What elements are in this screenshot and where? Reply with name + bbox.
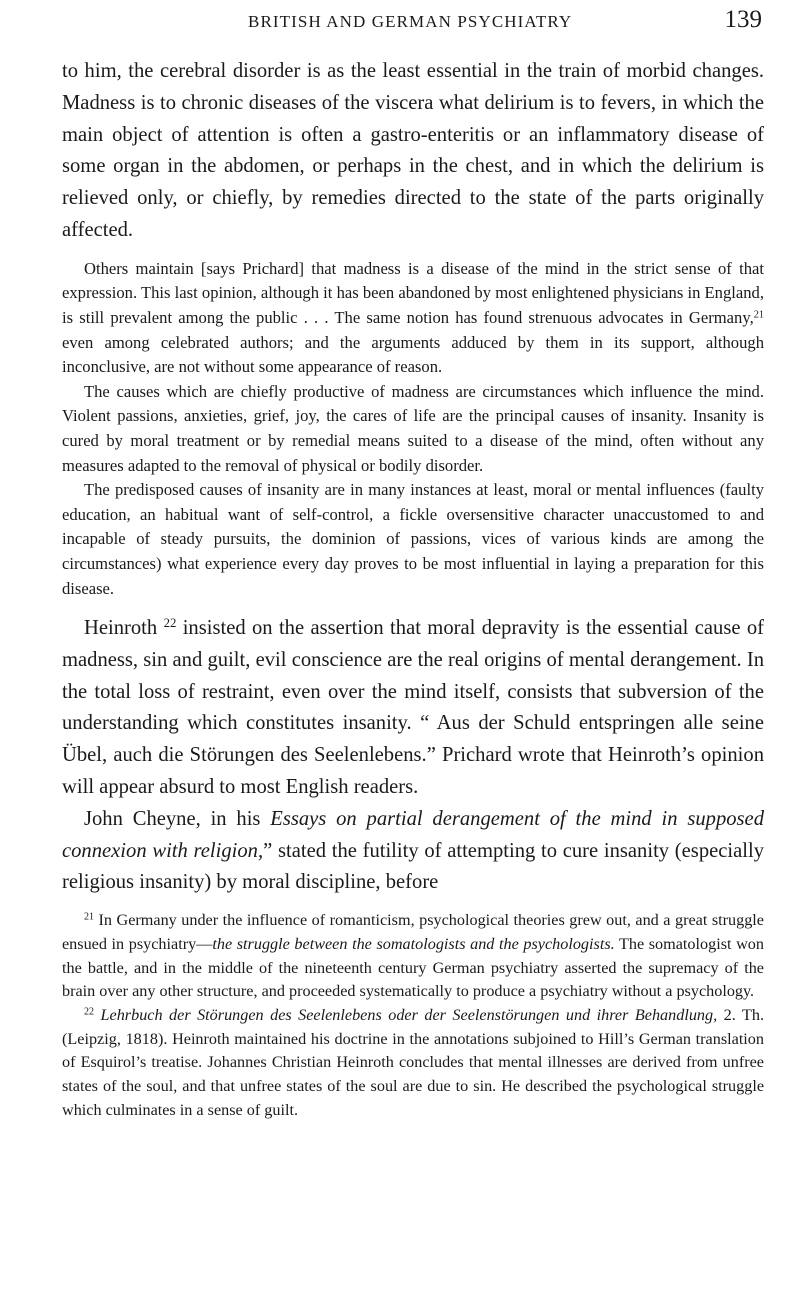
book-title: Essays on partial derangement of the mind in supposed connexion with religion, bbox=[62, 807, 764, 862]
main-text bbox=[62, 56, 764, 247]
paragraph-text: John Cheyne, in his bbox=[84, 807, 271, 830]
quote-paragraph-3: The predisposed causes of insanity are in many instances at least, moral or mental influences (faulty education, an habitual want of self-control, a fickle oversensitive character unaccustomed to and incapable of steady pursuits, the dominion of passions, vices of various kinds are among the circumstances) what experience every day proves to be most influential in laying a preparation for this disease. bbox=[62, 480, 764, 598]
footnote-ref-21: 21 bbox=[753, 309, 764, 321]
main-text-2 bbox=[62, 613, 764, 899]
footnote-ref-22: 22 bbox=[163, 616, 177, 631]
paragraph-text: insisted on the assertion that moral depravity is the essential cause of madness, sin and guilt, evil conscience are the real origins of mental derangement. In the total loss of restraint, even over the mind itself, consists that subversion of the understanding which constitutes insanity. “ Aus der Schuld entspringen alle seine Übel, auch die Störungen des Seelenlebens.” Prichard wrote that Heinroth’s opinion will appear absurd to most English readers. bbox=[62, 617, 764, 799]
footnotes bbox=[62, 909, 764, 1122]
footnote-number: 22 bbox=[84, 1006, 95, 1018]
book-page bbox=[62, 0, 764, 1123]
footnote-text: The somatologist won the battle, and in the middle of the nineteenth century German psychiatry asserted the supremacy of the brain over any other structure, and proceeded systematically to produce a psychiatry without a psychology. bbox=[62, 934, 764, 1001]
footnote-text: In Germany under the influence of romanticism, psychological theories grew out, and a great struggle ensued in psychiatry— bbox=[62, 911, 764, 953]
quote-text: even among celebrated authors; and the arguments adduced by them in its support, although inconclusive, are not without some appearance of reason. bbox=[62, 332, 764, 377]
running-title: BRITISH AND GERMAN PSYCHIATRY bbox=[248, 12, 573, 31]
paragraph-heinroth bbox=[62, 613, 764, 804]
footnote-22 bbox=[62, 1004, 764, 1123]
footnote-italic: the struggle between the somatologists and the psychologists. bbox=[212, 934, 615, 953]
quote-text: Others maintain [says Prichard] that madness is a disease of the mind in the strict sense of that expression. This last opinion, although it has been abandoned by most enlightened physicians in England, is still prevalent among the public . . . The same notion has found strenuous advocates in Germany, bbox=[62, 258, 764, 327]
footnote-italic: Lehrbuch der Störungen des Seelenlebens oder der Seelenstörungen und ihrer Behandlung, bbox=[100, 1006, 718, 1025]
paragraph-text: Heinroth bbox=[84, 617, 164, 640]
quote-paragraph-1 bbox=[62, 257, 764, 380]
page-number: 139 bbox=[724, 6, 762, 33]
paragraph-continuation: to him, the cerebral disorder is as the least essential in the train of morbid changes. Madness is to chronic diseases of the viscera what delirium is to fevers, in which the main object of attention is often a gastro-enteritis or an inflammatory disease of some organ in the abdomen, or perhaps in the chest, and in which the delirium is relieved only, or chiefly, by remedies directed to the state of the parts originally affected. bbox=[62, 60, 764, 241]
running-head bbox=[62, 0, 764, 56]
footnote-text: 2. Th. (Leipzig, 1818). Heinroth maintained his doctrine in the annotations subjoined to Hill’s German translation of Esquirol’s treatise. Johannes Christian Heinroth concludes that mental illnesses are derived from unfree states of the soul, and that unfree states of the soul are due to sin. He described the psychological struggle which culminates in a sense of guilt. bbox=[62, 1006, 764, 1119]
block-quote bbox=[62, 257, 764, 601]
quote-paragraph-2: The causes which are chiefly productive of madness are circumstances which influence the mind. Violent passions, anxieties, grief, joy, the cares of life are the principal causes of insanity. Insanity is cured by moral treatment or by remedial means suited to a disease of the mind, often without any measures adapted to the removal of physical or bodily disorder. bbox=[62, 381, 764, 475]
footnote-21 bbox=[62, 909, 764, 1004]
paragraph-cheyne bbox=[62, 804, 764, 899]
footnote-number: 21 bbox=[84, 911, 95, 923]
paragraph-text: ” stated the futility of attempting to cure insanity (especially religious insanity) by moral discipline, before bbox=[62, 839, 764, 894]
